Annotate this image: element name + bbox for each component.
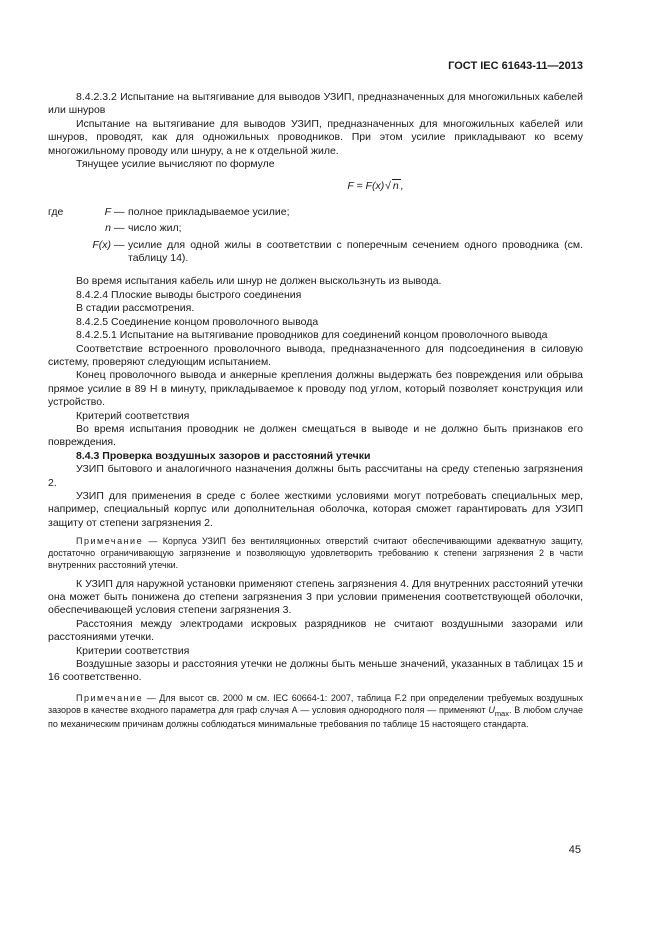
u-symbol: U xyxy=(488,704,495,715)
paragraph: Во время испытания кабель или шнур не должен выскользнуть из вывода. xyxy=(76,275,442,288)
formula-lhs: F = F(x) xyxy=(347,180,385,193)
note-label: Примечание xyxy=(76,536,144,547)
paragraph: УЗИП для применения в среде с более жесткими условиями могут потребовать специальных мер, например, специальный корпус или дополнительная оболочка, которая сможет гарантировать для УЗИП защиту от степени загрязнения 2. xyxy=(48,489,583,529)
note-label: Примечание xyxy=(76,692,144,703)
definition-text: усилие для одной жилы в соответствии с поперечным сечением одного проводника (см. таблицу 14). xyxy=(128,238,583,265)
definitions-list xyxy=(48,206,583,266)
definition-item xyxy=(48,206,583,219)
pull-force-formula xyxy=(48,179,583,193)
page-content xyxy=(48,91,583,737)
clause-8-4-2-5-1: 8.4.2.5.1 Испытание на вытягивание проводников для соединений концом проволочного вывода xyxy=(76,329,548,342)
page-number: 45 xyxy=(568,844,581,856)
standard-header: ГОСТ IEC 61643-11—2013 xyxy=(448,60,583,72)
section-heading-8-4-3: 8.4.3 Проверка воздушных зазоров и расстояний утечки xyxy=(76,449,371,462)
compliance-criterion: Критерий соответствия xyxy=(76,409,190,422)
formula-radicand: n xyxy=(392,180,399,193)
definition-dash: — xyxy=(114,205,125,218)
definition-item xyxy=(48,239,583,266)
note-text: — Для высот св. 2000 м см. IEC 60664-1: 2007, таблица F.2 при определении требуемых воздушных зазоров в качестве входного параметра для граф случая А — условия однородного поля — применяют xyxy=(48,692,583,715)
paragraph: Конец проволочного вывода и анкерные крепления должны выдержать без повреждения или обрыва прямое усилие в 89 Н в минуту, прикладываемое к проводу под углом, который позволяет конструкция или устройство. xyxy=(48,369,583,409)
definition-item xyxy=(48,222,583,235)
note-text: . В любом случае по механическим причинам должны соблюдаться минимальные требования по таблице 15 настоящего стандарта. xyxy=(48,704,584,730)
paragraph: Тянущее усилие вычисляют по формуле xyxy=(76,158,275,171)
clause-8-4-2-5: 8.4.2.5 Соединение концом проволочного вывода xyxy=(76,315,319,328)
note-2 xyxy=(48,693,583,731)
sqrt-sign: √ xyxy=(385,180,391,193)
definition-symbol: F xyxy=(104,205,111,218)
clause-8-4-2-4: 8.4.2.4 Плоские выводы быстрого соединения xyxy=(76,288,302,301)
formula-tail: , xyxy=(400,180,404,193)
paragraph: Расстояния между электродами искровых разрядников не считают воздушными зазорами или расстояниями утечки. xyxy=(48,617,583,644)
paragraph: УЗИП бытового и аналогичного назначения должны быть рассчитаны на среду степенью загрязнения 2. xyxy=(48,463,583,489)
definition-text: полное прикладываемое усилие; xyxy=(128,205,290,218)
clause-8-4-2-3-2: 8.4.2.3.2 Испытание на вытягивание для выводов УЗИП, предназначенных для многожильных кабелей или шнуров xyxy=(48,91,583,117)
paragraph: В стадии рассмотрения. xyxy=(76,302,195,315)
definition-text: число жил; xyxy=(128,222,182,235)
compliance-criteria: Критерии соответствия xyxy=(76,644,190,657)
paragraph: Испытание на вытягивание для выводов УЗИП, предназначенных для многожильных кабелей или шнуров, проводят, как для одножильных проводников. При этом усилие прикладывают ко всему многожильному проводу или шнуру, а не к отдельной жиле. xyxy=(48,117,583,157)
u-subscript: max xyxy=(494,708,509,718)
definition-symbol: F(x) xyxy=(92,238,111,251)
paragraph: К УЗИП для наружной установки применяют степень загрязнения 4. Для внутренних расстояний утечки она может быть понижена до степени загрязнения 3 при условии применения соответствующей оболочки, обеспечивающей условия степени загрязнения 3. xyxy=(48,577,583,617)
paragraph: Во время испытания проводник не должен смещаться в выводе и не должно быть признаков его повреждения. xyxy=(48,422,583,449)
definition-dash: — xyxy=(114,238,125,251)
definition-symbol: n xyxy=(105,222,111,235)
definition-dash: — xyxy=(114,222,125,235)
paragraph: Соответствие встроенного проволочного вывода, предназначенного для подсоединения в силовую систему, проверяют следующим испытанием. xyxy=(48,342,583,368)
where-label: где xyxy=(48,205,64,218)
note-1 xyxy=(48,536,583,571)
note-text: — Корпуса УЗИП без вентиляционных отверстий считают обеспечивающими адекватную защиту, достаточно ограничивающую загрязнение и позволяющую удовлетворить требованию к степени загрязнения 2 в части внутренних расстояний утечки. xyxy=(48,536,583,570)
paragraph: Воздушные зазоры и расстояния утечки не должны быть меньше значений, указанных в таблицах 15 и 16 соответственно. xyxy=(48,658,583,684)
